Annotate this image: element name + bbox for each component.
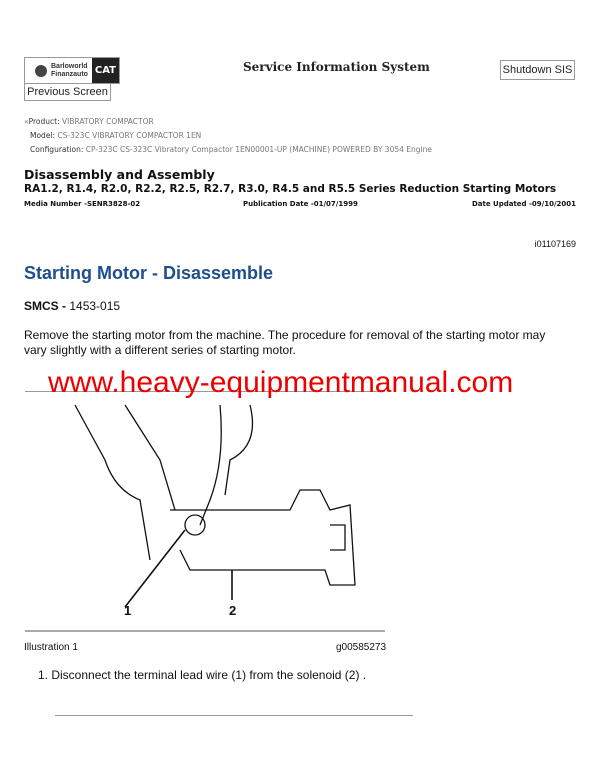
starting-motor-illustration (60, 400, 360, 615)
product-line: «Product: VIBRATORY COMPACTOR (24, 117, 154, 126)
globe-icon (35, 65, 47, 77)
callout-2: 2 (229, 603, 237, 618)
dealer-logo (24, 57, 120, 84)
publication-date: Publication Date -01/07/1999 (243, 200, 358, 208)
illustration-id: g00585273 (336, 642, 387, 653)
smcs-code: SMCS - 1453-015 (24, 299, 121, 313)
logo-text: Barloworld (51, 62, 88, 70)
step-1: 1. Disconnect the terminal lead wire (1) from the solenoid (2) . (38, 668, 367, 682)
system-title: Service Information System (243, 60, 430, 74)
intro-text: Remove the starting motor from the machine. The procedure for removal of the starting motor may vary slightly with a different series of starting motor. (24, 328, 546, 357)
callout-1: 1 (124, 603, 132, 618)
configuration-line: Configuration: CP-323C CS-323C Vibratory Compactor 1EN00001-UP (MACHINE) POWERED BY 3054 Engine (30, 145, 432, 154)
watermark: www.heavy-equipmentmanual.com (48, 366, 514, 399)
model-line: Model: CS-323C VIBRATORY COMPACTOR 1EN (30, 131, 202, 140)
illustration-label: Illustration 1 (24, 642, 78, 653)
cat-logo: CAT (92, 58, 119, 83)
shutdown-sis-button[interactable]: Shutdown SIS (500, 60, 575, 80)
doc-heading: Disassembly and Assembly (24, 167, 215, 182)
doc-id: i01107169 (534, 239, 576, 249)
previous-screen-button[interactable]: Previous Screen (24, 83, 111, 101)
date-updated: Date Updated -09/10/2001 (471, 200, 576, 208)
article-title: Starting Motor - Disassemble (24, 263, 274, 283)
media-number: Media Number -SENR3828-02 (24, 200, 141, 208)
doc-subheading: RA1.2, R1.4, R2.0, R2.2, R2.5, R2.7, R3.0, R4.5 and R5.5 Series Reduction Starting Motors (24, 183, 557, 195)
logo-text: Finanzauto (51, 70, 88, 78)
